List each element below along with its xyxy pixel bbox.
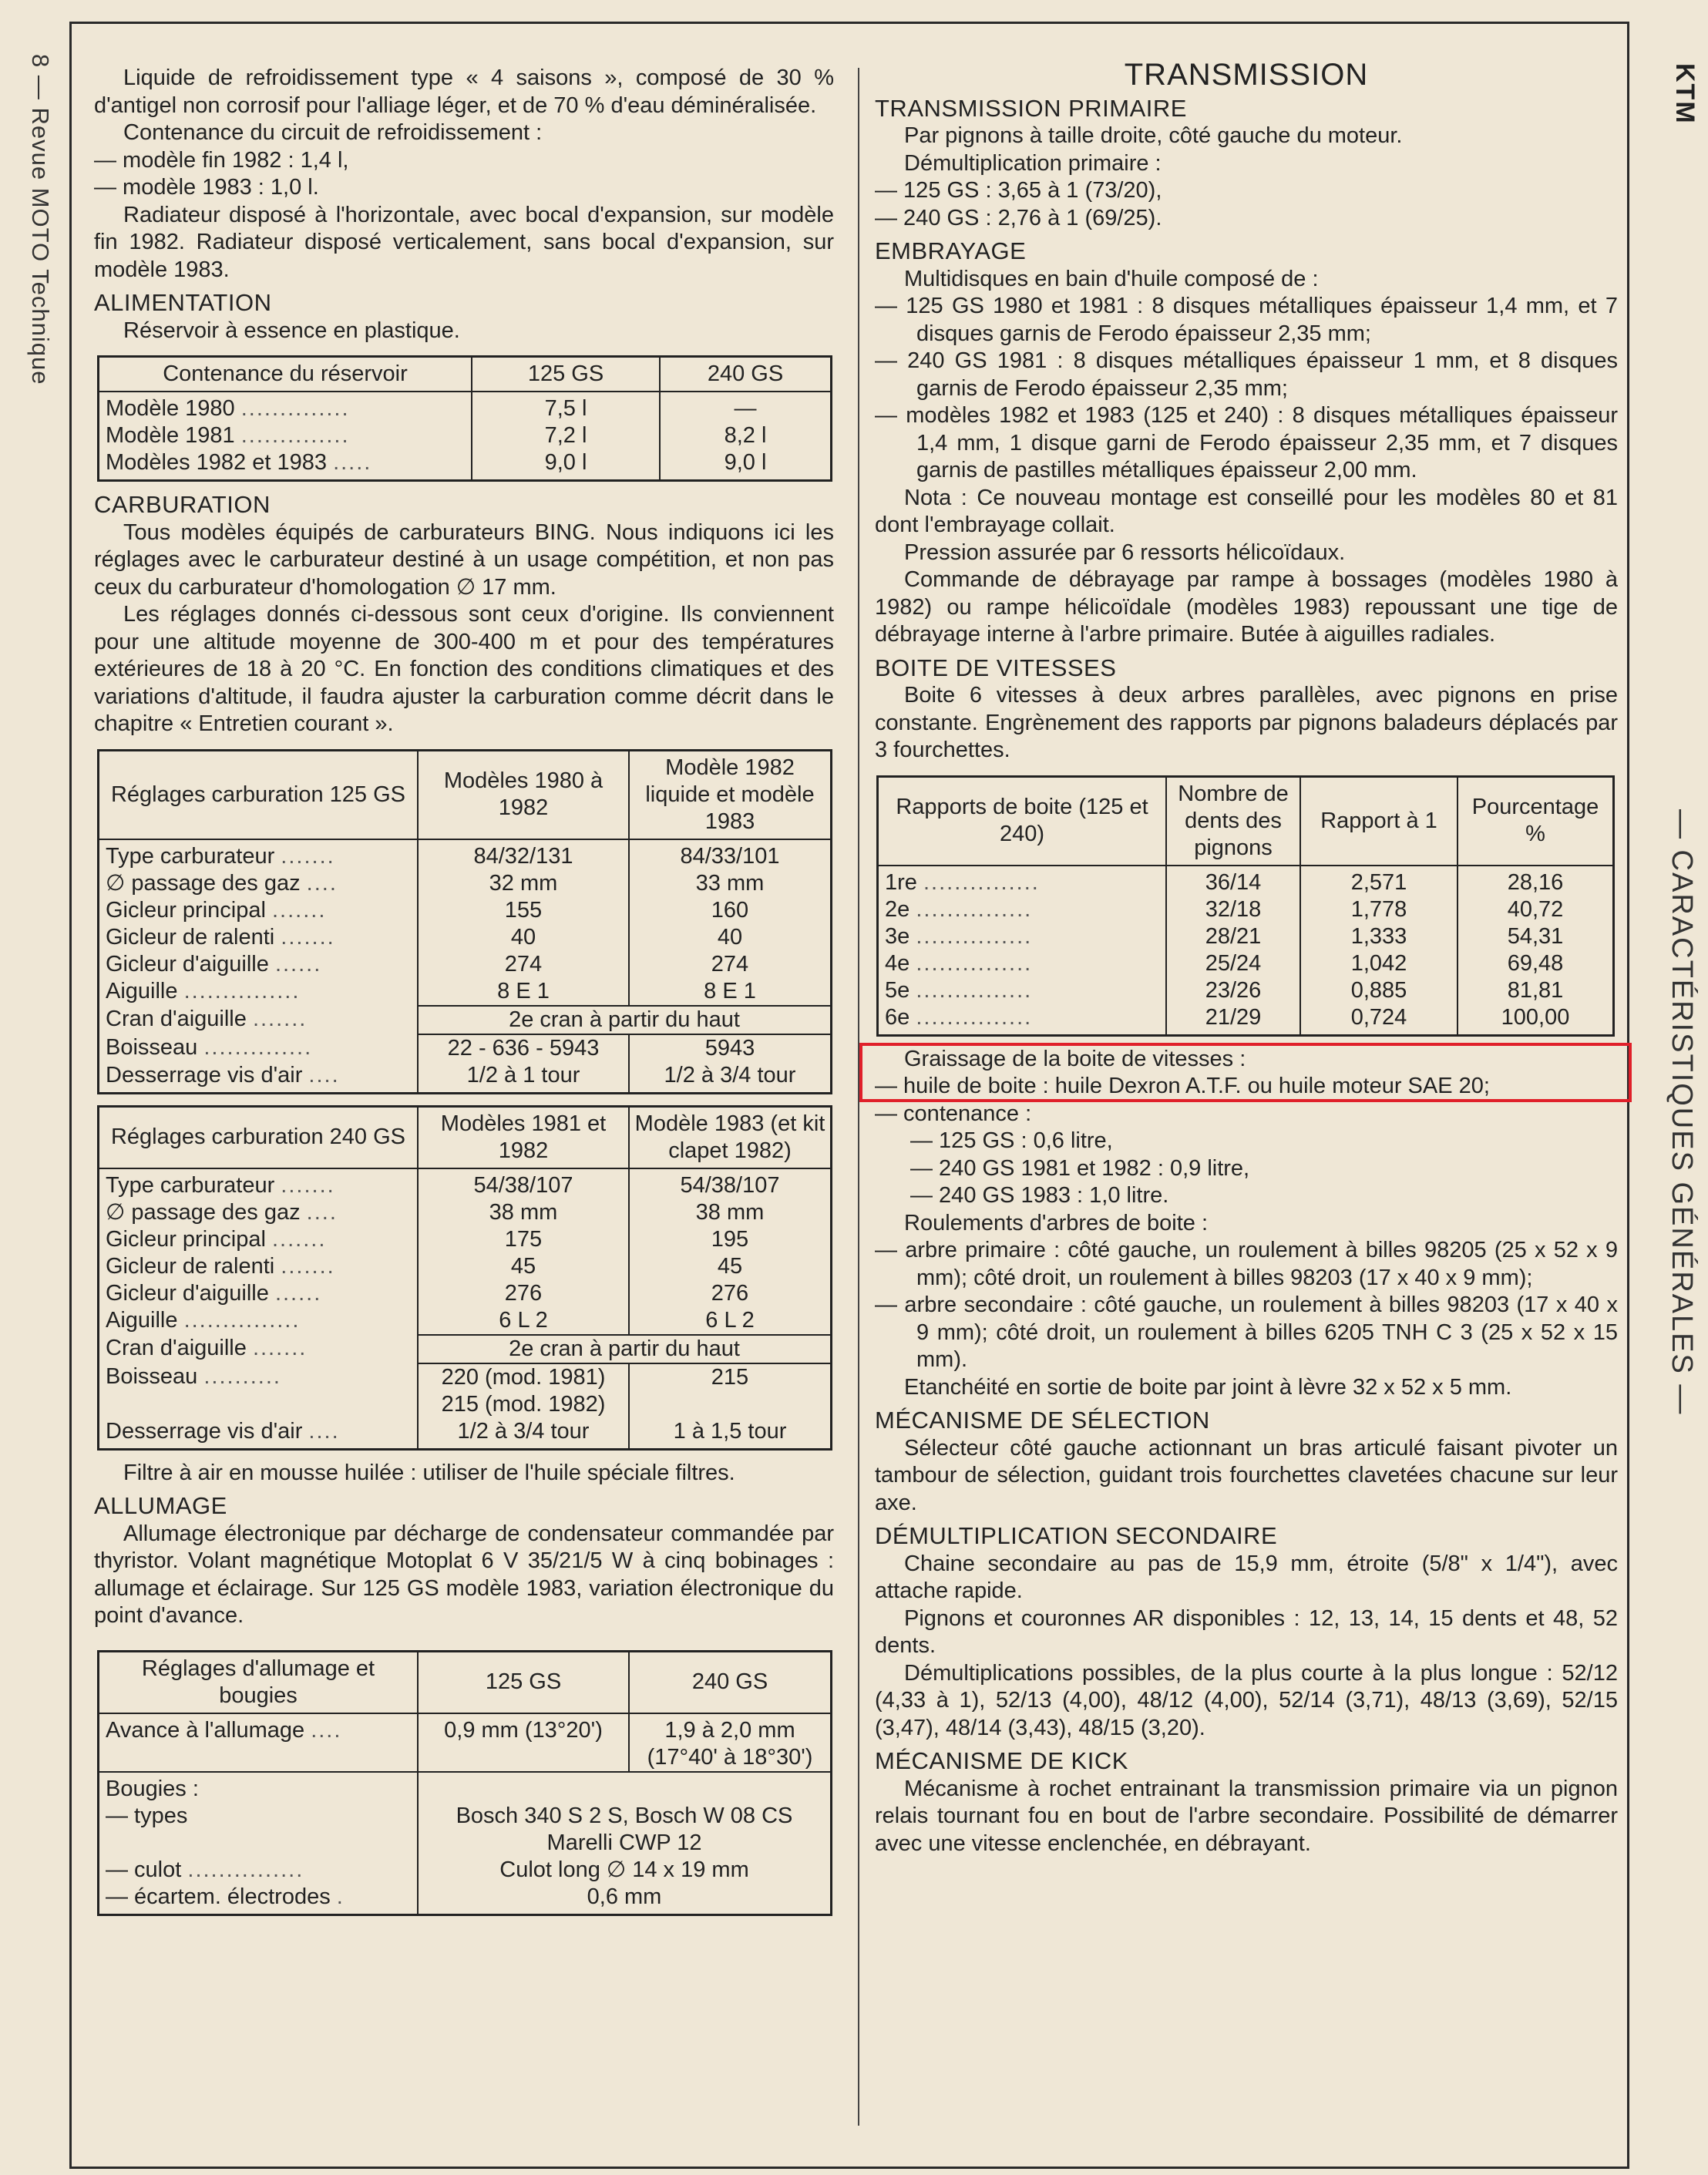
section-title-boite: BOITE DE VITESSES bbox=[875, 654, 1117, 681]
table-cell: 38 mm bbox=[629, 1199, 832, 1226]
secondaire-text-2: Pignons et couronnes AR disponibles : 12, 13, 14, 15 dents et 48, 52 dents. bbox=[875, 1605, 1618, 1658]
contenance-item: — 240 GS 1983 : 1,0 litre. bbox=[910, 1183, 1169, 1208]
table-cell: 6 L 2 bbox=[629, 1307, 832, 1335]
secondaire-text-1: Chaine secondaire au pas de 15,9 mm, étroite (5/8" x 1/4"), avec attache rapide. bbox=[875, 1551, 1618, 1603]
table-cell: 22 - 636 - 5943 bbox=[418, 1034, 629, 1062]
table-cell: 220 (mod. 1981) 215 (mod. 1982) bbox=[418, 1363, 629, 1418]
table-cell: 38 mm bbox=[418, 1199, 629, 1226]
table-cell: 54/38/107 bbox=[629, 1168, 832, 1199]
table-cell: 40,72 bbox=[1458, 896, 1614, 923]
radiator-text: Radiateur disposé à l'horizontale, avec bocal d'expansion, sur modèle fin 1982. Radiateur disposé verticalement, sans bocal d'expansion, sur modèle 1983. bbox=[94, 202, 834, 282]
table-cell: 32 mm bbox=[418, 870, 629, 897]
tank-capacity-table bbox=[97, 355, 832, 482]
roulements-title: Roulements d'arbres de boite : bbox=[904, 1210, 1209, 1235]
table-cell: 9,0 l bbox=[472, 449, 660, 481]
table-cell: Boisseau .............. bbox=[99, 1034, 419, 1062]
table-cell: 5e ............... bbox=[878, 977, 1167, 1004]
coolant-capacity-1982: — modèle fin 1982 : 1,4 l, bbox=[94, 147, 349, 173]
embrayage-item: — 240 GS 1981 : 8 disques métalliques épaisseur 1 mm, et 8 disques garnis de Ferodo épaisseur 2,35 mm; bbox=[875, 348, 1618, 401]
table-cell: Gicleur d'aiguille ...... bbox=[99, 1280, 419, 1307]
table-cell: Boisseau .......... bbox=[99, 1363, 419, 1418]
table-cell: 274 bbox=[629, 951, 832, 978]
table-cell: 0,885 bbox=[1300, 977, 1458, 1004]
table-cell: 69,48 bbox=[1458, 950, 1614, 977]
table-cell: 1,333 bbox=[1300, 923, 1458, 950]
right-column bbox=[875, 58, 1618, 1857]
section-title-kick: MÉCANISME DE KICK bbox=[875, 1747, 1128, 1774]
table-cell: 40 bbox=[629, 924, 832, 951]
left-column bbox=[94, 65, 834, 1925]
table-cell: 32/18 bbox=[1166, 896, 1300, 923]
table-header: Rapports de boite (125 et 240) bbox=[878, 776, 1167, 866]
embrayage-commande: Commande de débrayage par rampe à bossages (modèles 1980 à 1982) ou rampe hélicoïdale (modèles 1983) repoussant une tige de débrayage interne à l'arbre primaire. Butée à aiguilles radiales. bbox=[875, 567, 1618, 647]
alimentation-text: Réservoir à essence en plastique. bbox=[123, 318, 460, 343]
table-cell: Gicleur d'aiguille ...... bbox=[99, 951, 419, 978]
graissage-huile: — huile de boite : huile Dexron A.T.F. ou huile moteur SAE 20; bbox=[875, 1074, 1490, 1098]
table-cell: 155 bbox=[418, 897, 629, 924]
table-cell: 2,571 bbox=[1300, 866, 1458, 896]
table-cell: 33 mm bbox=[629, 870, 832, 897]
table-cell: ∅ passage des gaz .... bbox=[99, 1199, 419, 1226]
contenance-label: — contenance : bbox=[875, 1101, 1032, 1126]
table-cell: — bbox=[660, 392, 832, 422]
section-title-secondaire: DÉMULTIPLICATION SECONDAIRE bbox=[875, 1522, 1278, 1549]
table-cell: 7,2 l bbox=[472, 422, 660, 449]
contenance-item: — 240 GS 1981 et 1982 : 0,9 litre, bbox=[910, 1155, 1250, 1181]
primaire-240: — 240 GS : 2,76 à 1 (69/25). bbox=[875, 205, 1162, 230]
table-cell: Cran d'aiguille ....... bbox=[99, 1006, 419, 1034]
table-cell: 100,00 bbox=[1458, 1004, 1614, 1036]
table-cell: 175 bbox=[418, 1226, 629, 1253]
table-cell: Aiguille ............... bbox=[99, 978, 419, 1006]
primaire-label: Démultiplication primaire : bbox=[904, 150, 1162, 176]
allumage-table bbox=[97, 1650, 832, 1916]
table-cell: Type carburateur ....... bbox=[99, 1168, 419, 1199]
column-divider bbox=[858, 68, 859, 2126]
table-cell: Gicleur de ralenti ....... bbox=[99, 924, 419, 951]
section-title-alimentation: ALIMENTATION bbox=[94, 289, 272, 316]
table-cell: 5943 bbox=[629, 1034, 832, 1062]
table-cell: 4e ............... bbox=[878, 950, 1167, 977]
coolant-capacity-label: Contenance du circuit de refroidissement : bbox=[123, 120, 543, 145]
table-cell: 1 à 1,5 tour bbox=[629, 1418, 832, 1450]
graissage-highlight bbox=[875, 1046, 1618, 1101]
section-title-selection: MÉCANISME DE SÉLECTION bbox=[875, 1407, 1210, 1434]
table-cell: 215 bbox=[629, 1363, 832, 1418]
table-header: Modèles 1981 et 1982 bbox=[418, 1106, 629, 1168]
table-header: Réglages carburation 240 GS bbox=[99, 1106, 419, 1168]
filtre-text: Filtre à air en mousse huilée : utiliser de l'huile spéciale filtres. bbox=[123, 1460, 735, 1485]
carburation-125-table bbox=[97, 749, 832, 1094]
table-cell: 84/32/131 bbox=[418, 839, 629, 870]
embrayage-pression: Pression assurée par 6 ressorts hélicoïdaux. bbox=[904, 540, 1346, 565]
table-cell: 3e ............... bbox=[878, 923, 1167, 950]
table-cell: Bougies : — types — culot ............... — écartem. électrodes . bbox=[99, 1772, 419, 1915]
table-cell: 1,042 bbox=[1300, 950, 1458, 977]
secondaire-text-3: Démultiplications possibles, de la plus courte à la plus longue : 52/12 (4,33 à 1), 52/13 (4,00), 48/12 (4,00), 52/14 (3,71), 48/13 (3,69), 52/15 (3,47), 48/14 (3,43), 48/15 (3,20). bbox=[875, 1660, 1618, 1740]
table-cell: 6 L 2 bbox=[418, 1307, 629, 1335]
table-cell: 54/38/107 bbox=[418, 1168, 629, 1199]
table-cell: 1/2 à 3/4 tour bbox=[629, 1062, 832, 1094]
table-cell: 1/2 à 3/4 tour bbox=[418, 1418, 629, 1450]
table-cell: 8 E 1 bbox=[629, 978, 832, 1006]
table-cell: 276 bbox=[629, 1280, 832, 1307]
table-cell: 81,81 bbox=[1458, 977, 1614, 1004]
roulements-item: — arbre secondaire : côté gauche, un roulement à billes 98203 (17 x 40 x 9 mm); côté droit, un roulement à billes 6205 TNH C 3 (25 x 52 x 15 mm). bbox=[875, 1293, 1618, 1372]
table-cell: ∅ passage des gaz .... bbox=[99, 870, 419, 897]
table-header: Pourcentage % bbox=[1458, 776, 1614, 866]
table-header: Rapport à 1 bbox=[1300, 776, 1458, 866]
carburation-240-table bbox=[97, 1105, 832, 1451]
coolant-capacity-1983: — modèle 1983 : 1,0 l. bbox=[94, 175, 319, 200]
section-title-allumage: ALLUMAGE bbox=[94, 1492, 227, 1519]
table-cell: Modèle 1980 .............. bbox=[99, 392, 472, 422]
table-cell: 1/2 à 1 tour bbox=[418, 1062, 629, 1094]
table-cell: 7,5 l bbox=[472, 392, 660, 422]
table-header: Réglages carburation 125 GS bbox=[99, 750, 419, 839]
carburation-text-1: Tous modèles équipés de carburateurs BING. Nous indiquons ici les réglages avec le carburateur destiné à un usage compétition, et non pas ceux du carburateur d'homologation ∅ 17 mm. bbox=[94, 519, 834, 600]
table-cell: 9,0 l bbox=[660, 449, 832, 481]
selection-text: Sélecteur côté gauche actionnant un bras articulé faisant pivoter un tambour de sélection, guidant trois fourchettes clavetées chacune sur leur axe. bbox=[875, 1435, 1618, 1515]
table-cell: 276 bbox=[418, 1280, 629, 1307]
table-cell: 84/33/101 bbox=[629, 839, 832, 870]
embrayage-intro: Multidisques en bain d'huile composé de : bbox=[904, 266, 1319, 291]
contenance-item: — 125 GS : 0,6 litre, bbox=[910, 1128, 1113, 1153]
table-cell: Cran d'aiguille ....... bbox=[99, 1335, 419, 1363]
embrayage-nota: Nota : Ce nouveau montage est conseillé pour les modèles 80 et 81 dont l'embrayage collait. bbox=[875, 485, 1618, 537]
allumage-text: Allumage électronique par décharge de condensateur commandée par thyristor. Volant magnétique Motoplat 6 V 35/21/5 W à cinq bobinages : allumage et éclairage. Sur 125 GS modèle 1983, variation électronique du point d'avance. bbox=[94, 1521, 834, 1628]
table-header: Nombre de dents des pignons bbox=[1166, 776, 1300, 866]
table-cell: 2e ............... bbox=[878, 896, 1167, 923]
table-cell: Desserrage vis d'air .... bbox=[99, 1062, 419, 1094]
table-cell: 28,16 bbox=[1458, 866, 1614, 896]
table-header: Contenance du réservoir bbox=[99, 357, 472, 392]
table-cell: 28/21 bbox=[1166, 923, 1300, 950]
table-header: Modèles 1980 à 1982 bbox=[418, 750, 629, 839]
table-cell: 40 bbox=[418, 924, 629, 951]
coolant-text: Liquide de refroidissement type « 4 saisons », composé de 30 % d'antigel non corrosif pour l'alliage léger, et de 70 % d'eau déminéralisée. bbox=[94, 66, 834, 118]
etancheite-text: Etanchéité en sortie de boite par joint à lèvre 32 x 52 x 5 mm. bbox=[904, 1374, 1512, 1400]
table-header: Modèle 1982 liquide et modèle 1983 bbox=[629, 750, 832, 839]
table-cell: 0,9 mm (13°20') bbox=[418, 1713, 629, 1772]
embrayage-item: — 125 GS 1980 et 1981 : 8 disques métalliques épaisseur 1,4 mm, et 7 disques garnis de Ferodo épaisseur 2,35 mm; bbox=[875, 294, 1618, 346]
table-header: Réglages d'allumage et bougies bbox=[99, 1651, 419, 1713]
section-title-primaire: TRANSMISSION PRIMAIRE bbox=[875, 94, 1187, 122]
table-header: 125 GS bbox=[472, 357, 660, 392]
table-header: Modèle 1983 (et kit clapet 1982) bbox=[629, 1106, 832, 1168]
table-cell: 2e cran à partir du haut bbox=[418, 1006, 832, 1034]
table-cell: 1re ............... bbox=[878, 866, 1167, 896]
table-cell: Modèles 1982 et 1983 ..... bbox=[99, 449, 472, 481]
table-cell: 36/14 bbox=[1166, 866, 1300, 896]
table-cell: 54,31 bbox=[1458, 923, 1614, 950]
carburation-text-2: Les réglages donnés ci-dessous sont ceux d'origine. Ils conviennent pour une altitude moyenne de 300-400 m et pour des températures extérieures de 18 à 20 °C. En fonction des conditions climatiques et des variations d'altitude, il faudra ajuster la carburation comme décrit dans le chapitre « Entretien courant ». bbox=[94, 602, 834, 736]
section-title-carburation: CARBURATION bbox=[94, 491, 271, 518]
page-footer-running-title: 8 — Revue MOTO Technique bbox=[27, 54, 54, 385]
primaire-125: — 125 GS : 3,65 à 1 (73/20), bbox=[875, 178, 1162, 203]
table-cell: 23/26 bbox=[1166, 977, 1300, 1004]
table-cell: 160 bbox=[629, 897, 832, 924]
table-cell: 21/29 bbox=[1166, 1004, 1300, 1036]
boite-text: Boite 6 vitesses à deux arbres parallèles, avec pignons en prise constante. Engrènement des rapports par pignons baladeurs déplacés par 3 fourchettes. bbox=[875, 683, 1618, 762]
table-cell: 45 bbox=[418, 1253, 629, 1280]
table-cell: Gicleur principal ....... bbox=[99, 897, 419, 924]
table-cell: Type carburateur ....... bbox=[99, 839, 419, 870]
table-header: 240 GS bbox=[660, 357, 832, 392]
table-header: 240 GS bbox=[629, 1651, 832, 1713]
table-header: 125 GS bbox=[418, 1651, 629, 1713]
table-cell: Bosch 340 S 2 S, Bosch W 08 CS Marelli CWP 12 Culot long ∅ 14 x 19 mm 0,6 mm bbox=[418, 1772, 832, 1915]
table-cell: 2e cran à partir du haut bbox=[418, 1335, 832, 1363]
graissage-title: Graissage de la boite de vitesses : bbox=[904, 1046, 1246, 1071]
table-cell: 1,9 à 2,0 mm (17°40' à 18°30') bbox=[629, 1713, 832, 1772]
table-cell: 6e ............... bbox=[878, 1004, 1167, 1036]
embrayage-item: — modèles 1982 et 1983 (125 et 240) : 8 disques métalliques épaisseur 1,4 mm, 1 disque garni de Ferodo épaisseur 2,35 mm, et 7 disques garnis de pastilles métalliques épaisseur 2,00 mm. bbox=[875, 403, 1618, 482]
table-cell: 8,2 l bbox=[660, 422, 832, 449]
chapter-title: — CARACTÉRISTIQUES GÉNÉRALES — bbox=[1666, 809, 1698, 1416]
page-title: TRANSMISSION bbox=[1124, 58, 1369, 92]
table-cell: Avance à l'allumage .... bbox=[99, 1713, 419, 1772]
table-cell: 195 bbox=[629, 1226, 832, 1253]
table-cell: Modèle 1981 .............. bbox=[99, 422, 472, 449]
primaire-text: Par pignons à taille droite, côté gauche du moteur. bbox=[904, 123, 1403, 148]
section-title-embrayage: EMBRAYAGE bbox=[875, 237, 1027, 264]
table-cell: 45 bbox=[629, 1253, 832, 1280]
table-cell: 0,724 bbox=[1300, 1004, 1458, 1036]
table-cell: 274 bbox=[418, 951, 629, 978]
kick-text: Mécanisme à rochet entrainant la transmission primaire via un pignon relais tournant fou en bout de l'arbre secondaire. Possibilité de démarrer avec une vitesse enclenchée, en débrayant. bbox=[875, 1776, 1618, 1856]
table-cell: 8 E 1 bbox=[418, 978, 629, 1006]
gear-ratio-table bbox=[876, 775, 1615, 1037]
table-cell: Gicleur principal ....... bbox=[99, 1226, 419, 1253]
table-cell: Gicleur de ralenti ....... bbox=[99, 1253, 419, 1280]
table-cell: 25/24 bbox=[1166, 950, 1300, 977]
roulements-item: — arbre primaire : côté gauche, un roulement à billes 98205 (25 x 52 x 9 mm); côté droit, un roulement à billes 98203 (17 x 40 x 9 mm); bbox=[875, 1238, 1618, 1290]
brand-label: KTM bbox=[1670, 63, 1700, 125]
table-cell: 1,778 bbox=[1300, 896, 1458, 923]
table-cell: Desserrage vis d'air .... bbox=[99, 1418, 419, 1450]
table-cell: Aiguille ............... bbox=[99, 1307, 419, 1335]
